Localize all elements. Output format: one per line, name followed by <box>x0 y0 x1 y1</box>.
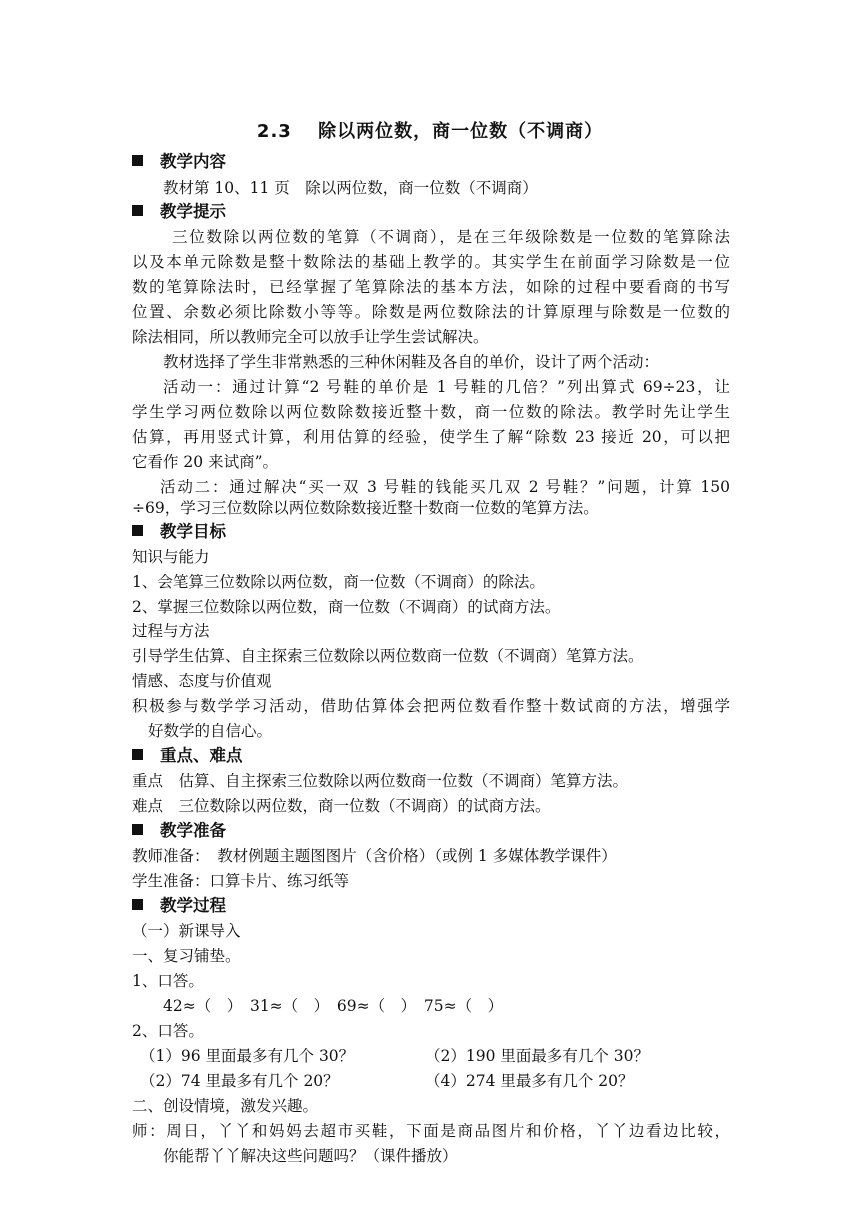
activity-two-line: ÷69，学习三位数除以两位数除数接近整十数商一位数的笔算方法。 <box>132 499 599 517</box>
question-item: （2）74 里最多有几个 20？ <box>140 1072 339 1090</box>
square-bullet-icon <box>132 205 143 216</box>
question-label: 1、口答。 <box>132 972 204 990</box>
content-text: 教材第 10、11 页 除以两位数，商一位数（不调商） <box>163 179 538 197</box>
activity-two-line: 活动二：通过解决“买一双 3 号鞋的钱能买几双 2 号鞋？”问题，计算 150 <box>160 478 730 496</box>
hints-paragraph-line: 位置、余数必须比除数小等等。除数是两位数除法的计算原理与除数是一位数的 <box>132 303 730 321</box>
activity-one-line: 估算，再用竖式计算，利用估算的经验，使学生了解“除数 23 接近 20，可以把 <box>132 428 730 446</box>
teacher-prep: 教师准备： 教材例题主题图图片（含价格）（或例 1 多媒体教学课件） <box>132 847 617 865</box>
page-title: 2.3 除以两位数，商一位数（不调商） <box>256 121 604 142</box>
goal-item: 引导学生估算、自主探索三位数除以两位数商一位数（不调商）笔算方法。 <box>132 647 644 665</box>
question-item: （1）96 里面最多有几个 30？ <box>140 1047 355 1065</box>
process-step: 一、复习铺垫。 <box>132 947 241 965</box>
section-heading-process: 教学过程 <box>132 896 732 916</box>
hints-paragraph-line: 以及本单元除数是整十数除法的基础上教学的。其实学生在前面学习除数是一位 <box>132 253 730 271</box>
activity-one-line: 它看作 20 来试商”。 <box>132 453 279 471</box>
section-heading-keypoints: 重点、难点 <box>132 746 732 766</box>
difficulty-item: 难点 三位数除以两位数，商一位数（不调商）的试商方法。 <box>132 797 551 815</box>
hints-intro: 教材选择了学生非常熟悉的三种休闲鞋及各自的单价，设计了两个活动： <box>163 353 660 371</box>
section-heading-goals: 教学目标 <box>132 522 732 542</box>
student-prep: 学生准备：口算卡片、练习纸等 <box>132 872 350 890</box>
estimate-items: 42≈（ ） 31≈（ ） 69≈（ ） 75≈（ ） <box>163 997 504 1015</box>
section-heading-content: 教学内容 <box>132 152 732 172</box>
goals-subheading: 过程与方法 <box>132 622 210 640</box>
goal-item: 2、掌握三位数除以两位数，商一位数（不调商）的试商方法。 <box>132 598 561 616</box>
square-bullet-icon <box>132 899 143 910</box>
goals-subheading: 知识与能力 <box>132 548 210 566</box>
section-heading-prep: 教学准备 <box>132 821 732 841</box>
question-item: （4）274 里最多有几个 20？ <box>425 1072 634 1090</box>
square-bullet-icon <box>132 155 143 166</box>
goal-item: 好数学的自信心。 <box>148 722 273 740</box>
activity-one-line: 学生学习两位数除以两位数除数接近整十数，商一位数的除法。教学时先让学生 <box>132 403 730 421</box>
question-item: （2）190 里面最多有几个 30？ <box>425 1047 650 1065</box>
question-label: 2、口答。 <box>132 1022 204 1040</box>
hints-paragraph-line: 数的笔算除法时，已经掌握了笔算除法的基本方法，如除的过程中要看商的书写 <box>132 278 730 296</box>
goal-item: 积极参与数学学习活动，借助估算体会把两位数看作整十数试商的方法，增强学 <box>132 697 730 715</box>
hints-paragraph-line: 三位数除以两位数的笔算（不调商），是在三年级除数是一位数的笔算除法 <box>172 228 730 246</box>
section-heading-hints: 教学提示 <box>132 202 732 222</box>
square-bullet-icon <box>132 749 143 760</box>
teacher-dialogue-line: 你能帮丫丫解决这些问题吗？（课件播放） <box>163 1147 458 1165</box>
keypoint-item: 重点 估算、自主探索三位数除以两位数商一位数（不调商）笔算方法。 <box>132 772 629 790</box>
process-step: 二、创设情境，激发兴趣。 <box>132 1097 319 1115</box>
activity-one-line: 活动一：通过计算“2 号鞋的单价是 1 号鞋的几倍？”列出算式 69÷23，让 <box>163 378 730 396</box>
goal-item: 1、会笔算三位数除以两位数，商一位数（不调商）的除法。 <box>132 573 545 591</box>
hints-paragraph-line: 除法相同，所以教师完全可以放手让学生尝试解决。 <box>132 328 489 346</box>
square-bullet-icon <box>132 824 143 835</box>
square-bullet-icon <box>132 525 143 536</box>
teacher-dialogue-line: 师：周日，丫丫和妈妈去超市买鞋，下面是商品图片和价格，丫丫边看边比较， <box>132 1122 730 1140</box>
goals-subheading: 情感、态度与价值观 <box>132 672 272 690</box>
process-part: （一）新课导入 <box>132 922 241 940</box>
